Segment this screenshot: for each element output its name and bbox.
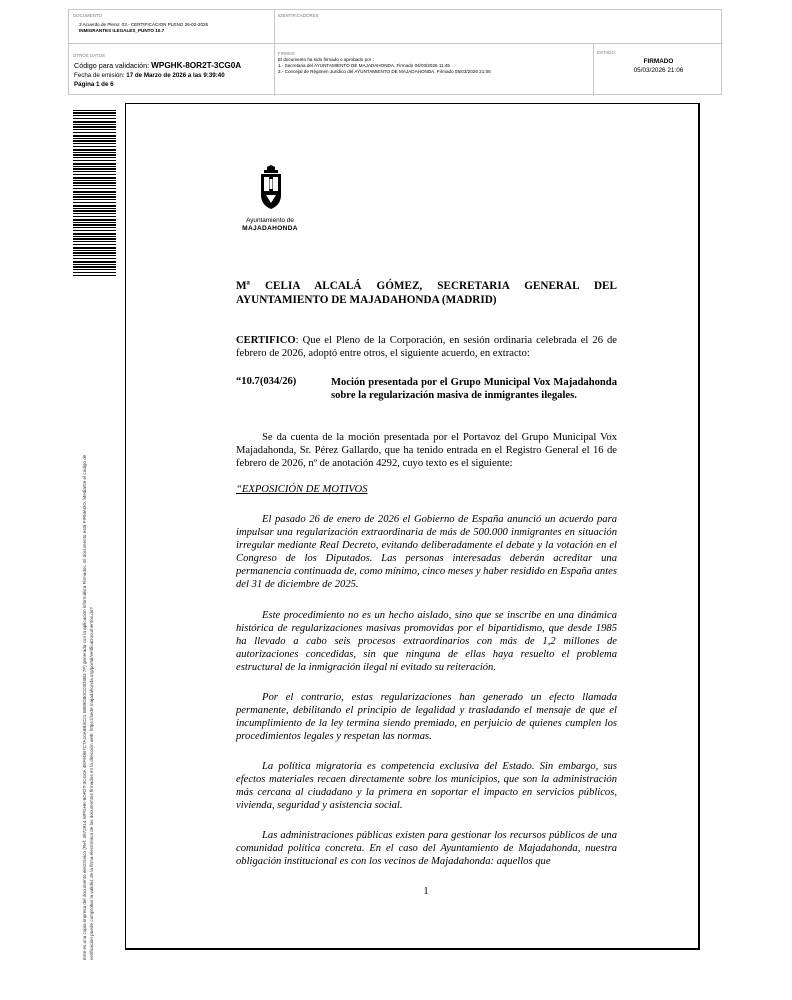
intro-paragraph: Se da cuenta de la moción presentada por el Portavoz del Grupo Municipal Vox Majadahonda, Sr. Pérez Gallardo, que ha tenido entrada en el Registro General el 16 de febrero de 2026, nº de anotación 4292, cuyo texto es el siguiente: [236, 432, 617, 469]
firmas-cell [275, 44, 594, 96]
section-heading: “EXPOSICIÓN DE MOTIVOS [236, 484, 368, 495]
estado-cell [594, 44, 723, 96]
item-title: Moción presentada por el Grupo Municipal Vox Majadahonda sobre la regularización masiva de inmigrantes ilegales. [331, 377, 617, 401]
otros-datos-cell [69, 44, 275, 96]
documento-label: DOCUMENTO [73, 13, 102, 18]
document-title: Mª CELIA ALCALÁ GÓMEZ, SECRETARIA GENERAL DEL AYUNTAMIENTO DE MAJADAHONDA (MADRID) [236, 280, 617, 306]
codigo-prefix: Código para validación: [74, 61, 150, 70]
paragraph-4: La política migratoria es competencia exclusiva del Estado. Sin embargo, sus efectos materiales recaen directamente sobre los municipios, que son la administración más cercana al ciudadano y la primera en soportar el impacto en servicios públicos, vivienda, seguridad y asistencia social. [236, 761, 617, 811]
documento-cell [69, 10, 275, 44]
firmas-label: FIRMAS [278, 51, 295, 56]
page-number: 1 [423, 886, 429, 897]
firmas-intro: El documento ha sido firmado o aprobado por : [278, 57, 374, 62]
barcode [73, 110, 116, 276]
document-header [68, 9, 722, 95]
identificadores-cell [275, 10, 723, 44]
firma-2: 2.- Concejal de Régimen Jurídico del AYUNTAMIENTO DE MAJADAHONDA. Firmado 05/03/2026 21:06 [278, 69, 491, 74]
logo-line1: Ayuntamiento de [246, 217, 294, 224]
identificadores-label: IDENTIFICADORES [278, 13, 319, 18]
pagina-indicator: Página 1 de 6 [74, 81, 114, 88]
estado-label: ESTADO [597, 50, 615, 55]
estado-value: FIRMADO [643, 58, 674, 65]
paragraph-3: Por el contrario, estas regularizaciones han generado un efecto llamada permanente, debilitando el principio de legalidad y trasladando el mensaje de que el incumplimiento de la ley termina siendo premiado, en perjuicio de quienes cumplen los procedimientos legales y respetan las normas. [236, 692, 617, 742]
side-verification-text-2: verificación puede comprobar la validez de la firma electrónica de los documentos firmados en la dirección web: https://sede.majadahonda.org/portal/verificaDocumentos.do? [89, 607, 94, 960]
codigo-value: WPGHK-8OR2T-3CG0A [151, 61, 242, 70]
documento-line1: 3 Acuerdo de Pleno: 03.- CERTIFICACION PLENO 26-02-2026 [79, 22, 209, 27]
fecha-emision [74, 72, 225, 79]
codigo-validacion [74, 61, 241, 70]
majadahonda-logo [230, 165, 310, 240]
coat-of-arms-icon [257, 165, 285, 211]
firma-1: 1.- Secretaria del AYUNTAMIENTO DE MAJADAHONDA. Firmado 04/03/2026 11:45 [278, 63, 450, 68]
certifico-text: : Que el Pleno de la Corporación, en sesión ordinaria celebrada el 26 de febrero de 2026, adoptó entre otros, el siguiente acuerdo, en extracto: [236, 335, 617, 359]
paragraph-1: El pasado 26 de enero de 2026 el Gobierno de España anunció un acuerdo para impulsar una regularización extraordinaria de más de 500.000 inmigrantes en situación irregular mediante Real Decreto, evitando deliberadamente el debate y la votación en el Congreso de los Diputados. Las personas interesadas deberán acreditar una permanencia continuada de, como mínimo, cinco meses y haber residido en España antes del 31 de diciembre de 2025. [236, 514, 617, 590]
certifico-paragraph [236, 334, 617, 360]
paragraph-2: Este procedimiento no es un hecho aislado, sino que se inscribe en una dinámica histórica de regularizaciones masivas promovidas por el bipartidismo, que desde 1985 ha llevado a cabo seis procesos extraordinarios con más de 1,2 millones de autorizaciones concedidas, sin que ninguna de ellas haya resuelto el problema estructural de la inmigración ilegal ni evitado su reiteración. [236, 610, 617, 673]
fecha-prefix: Fecha de emisión: [74, 72, 125, 79]
certifico-label: CERTIFICO [236, 335, 296, 346]
fecha-value: 17 de Marzo de 2026 a las 9:39:40 [126, 72, 225, 79]
paragraph-5: Las administraciones públicas existen para gestionar los recursos públicos de una comunidad política concreta. En el caso del Ayuntamiento de Majadahonda, nuestra obligación institucional es con los vecinos de Majadahonda: aquellos que [236, 830, 617, 867]
documento-line2: INMIGRANTES ILEGALES_PUNTO 10.7 [79, 28, 165, 33]
side-verification-text-1: Este es una copia impresa del documento electrónico (Ref: 3672914 WPGHK-8OR2T-3CG0A 4EF9DB7C7A10A8B3C21 5B89D80CC0D8B3 7F) generada con la aplicación informática Firmadoc. El documento está FIRMADO. Mediante el código de [82, 454, 87, 960]
logo-line2: MAJADAHONDA [242, 225, 298, 232]
otros-datos-label: OTROS DATOS [73, 53, 105, 58]
item-number: “10.7(034/26) [236, 376, 297, 387]
estado-date: 05/03/2026 21:06 [633, 67, 684, 74]
